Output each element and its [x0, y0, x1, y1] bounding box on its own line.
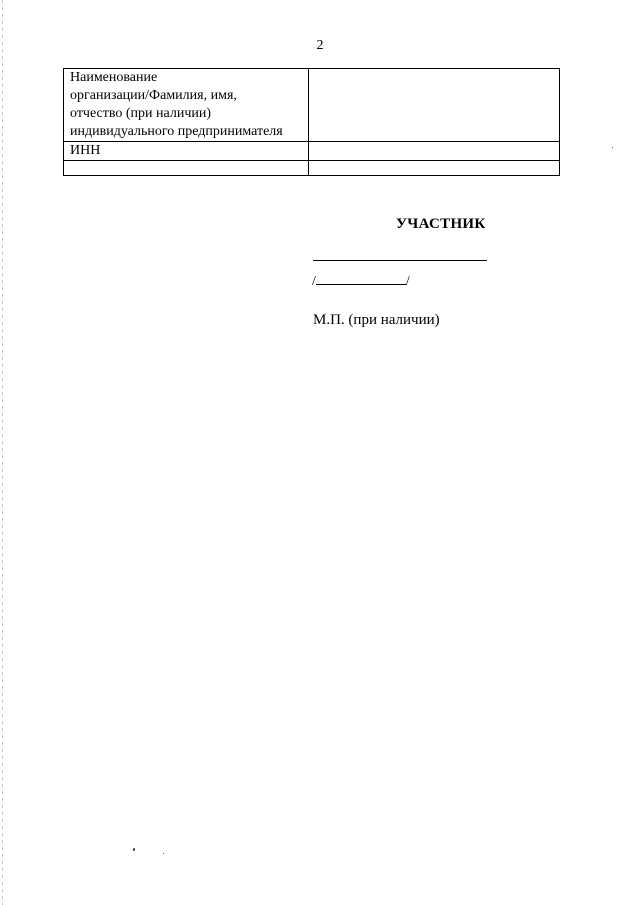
blank-value[interactable] [309, 161, 560, 176]
inn-value[interactable] [309, 142, 560, 161]
table-row-blank [64, 161, 560, 176]
participant-heading: УЧАСТНИК [396, 216, 486, 232]
inn-label: ИНН [64, 142, 309, 161]
organization-name-label [64, 69, 309, 142]
stamp-note: М.П. (при наличии) [313, 312, 440, 328]
label-line: организации/Фамилия, имя, [70, 88, 237, 103]
scan-speck [133, 848, 135, 851]
table-row-organization-name [64, 69, 560, 142]
name-blank [316, 270, 406, 285]
participant-info-table [63, 68, 560, 176]
label-line: индивидуального предпринимателя [70, 124, 283, 139]
scan-speck [612, 147, 613, 148]
name-slash-open: / [312, 274, 316, 289]
scan-edge [2, 0, 3, 905]
table-row-inn [64, 142, 560, 161]
signature-name-field[interactable] [312, 270, 410, 290]
label-line: отчество (при наличии) [70, 106, 212, 121]
page-number: 2 [316, 38, 324, 53]
signature-line [313, 260, 487, 261]
label-line: Наименование [70, 70, 158, 85]
blank-label [64, 161, 309, 176]
organization-name-value[interactable] [309, 69, 560, 142]
name-slash-close: / [405, 274, 410, 289]
scan-speck [163, 853, 164, 854]
